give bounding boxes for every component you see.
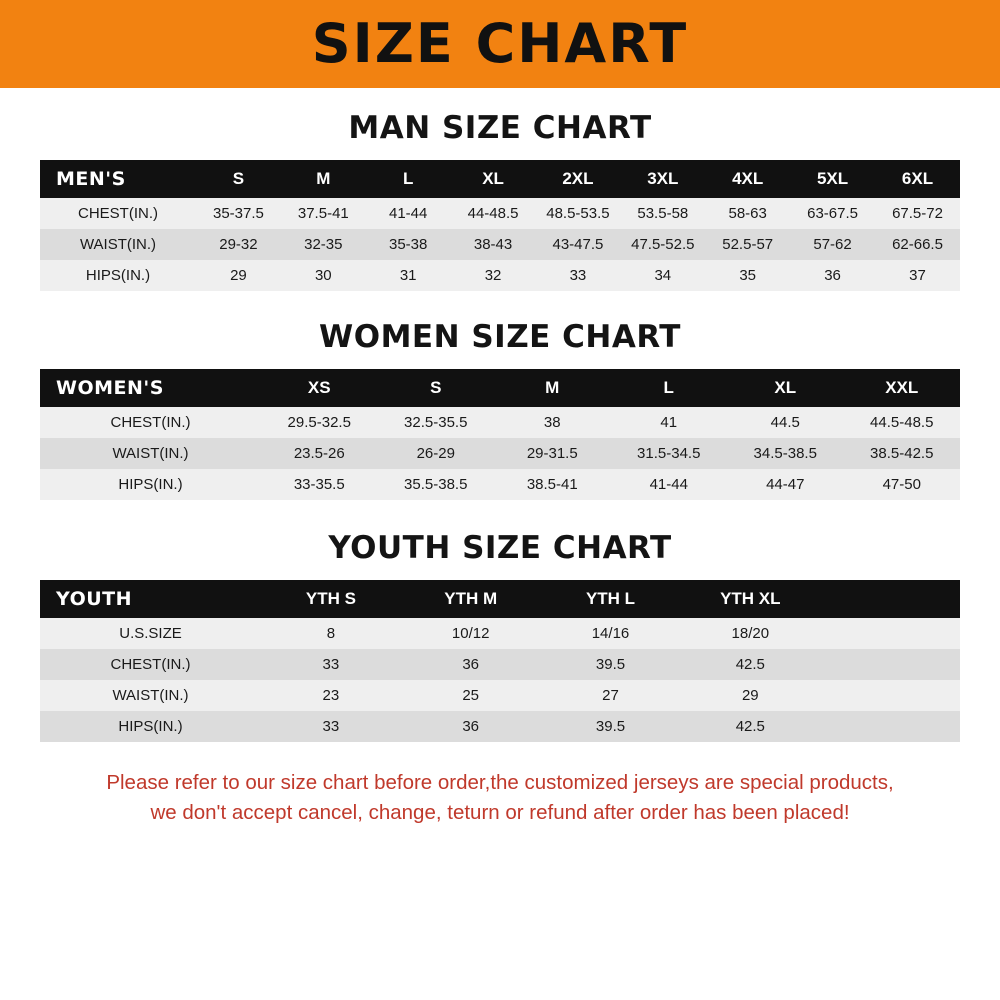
men-cell: 44-48.5 [467, 205, 519, 222]
men-cell: 36 [824, 267, 841, 284]
youth-row-label: CHEST(IN.) [110, 656, 191, 673]
table-row [40, 260, 960, 291]
women-cell: 44-47 [766, 476, 805, 493]
women-cell: 38.5-42.5 [870, 445, 934, 462]
women-size-table [40, 369, 960, 500]
youth-cell-blank [820, 649, 960, 680]
youth-corner-label: YOUTH [56, 588, 133, 610]
men-col-header: S [232, 169, 245, 188]
section-heading-youth: YOUTH SIZE CHART [328, 530, 672, 566]
men-cell: 62-66.5 [892, 236, 943, 253]
youth-cell: 29 [741, 687, 759, 704]
women-cell: 35.5-38.5 [404, 476, 468, 493]
women-cell: 38.5-41 [526, 476, 578, 493]
women-cell: 44.5 [770, 414, 800, 431]
men-col-header: 4XL [732, 169, 764, 188]
men-col-header: 2XL [562, 169, 594, 188]
youth-col-header: YTH M [444, 589, 498, 608]
men-cell: 63-67.5 [807, 205, 858, 222]
women-cell: 34.5-38.5 [753, 445, 817, 462]
men-row-label: HIPS(IN.) [85, 267, 151, 284]
youth-cell: 33 [322, 718, 340, 735]
men-row-label: WAIST(IN.) [79, 236, 157, 253]
men-col-header: M [316, 169, 331, 188]
youth-cell: 25 [462, 687, 480, 704]
men-table-wrap [40, 160, 960, 291]
women-table-head [40, 369, 960, 407]
men-cell: 35 [739, 267, 757, 284]
men-cell: 34 [654, 267, 672, 284]
men-row-label: CHEST(IN.) [78, 205, 158, 222]
men-col-header: XL [482, 169, 504, 188]
men-table-body [40, 198, 960, 291]
women-cell: 33-35.5 [293, 476, 345, 493]
youth-cell: 10/12 [451, 625, 490, 642]
men-cell: 41-44 [389, 205, 428, 222]
men-header-row [40, 160, 960, 198]
youth-cell: 18/20 [731, 625, 770, 642]
header-banner [0, 0, 1000, 88]
men-cell: 57-62 [813, 236, 852, 253]
women-cell: 29-31.5 [526, 445, 578, 462]
youth-table-body [40, 618, 960, 742]
youth-cell: 23 [322, 687, 340, 704]
youth-cell-blank [820, 711, 960, 742]
youth-cell: 27 [602, 687, 619, 704]
women-cell: 38 [543, 414, 561, 431]
youth-size-table [40, 580, 960, 742]
youth-cell-blank [820, 618, 960, 649]
men-cell: 67.5-72 [892, 205, 943, 222]
men-cell: 35-37.5 [213, 205, 264, 222]
table-row [40, 438, 960, 469]
table-row [40, 198, 960, 229]
men-cell: 53.5-58 [637, 205, 689, 222]
footer-note-line-1: Please refer to our size chart before order,the customized jerseys are special products, [106, 771, 894, 794]
women-cell: 32.5-35.5 [404, 414, 468, 431]
women-cell: 41 [660, 414, 678, 431]
youth-row-label: WAIST(IN.) [112, 687, 189, 704]
youth-table-head [40, 580, 960, 618]
women-cell: 26-29 [416, 445, 455, 462]
women-table-wrap [40, 369, 960, 500]
women-cell: 29.5-32.5 [287, 414, 351, 431]
men-corner-label: MEN'S [56, 168, 126, 190]
footer-note [26, 768, 974, 827]
section-heading-women: WOMEN SIZE CHART [319, 319, 681, 355]
youth-row-label: HIPS(IN.) [118, 718, 183, 735]
women-cell: 44.5-48.5 [870, 414, 934, 431]
youth-row-label: U.S.SIZE [119, 625, 182, 642]
youth-cell: 14/16 [591, 625, 630, 642]
women-cell: 23.5-26 [293, 445, 345, 462]
youth-col-header-blank [820, 580, 960, 618]
youth-col-header: YTH L [585, 589, 636, 608]
men-col-header: 6XL [901, 169, 934, 188]
youth-cell: 42.5 [735, 718, 765, 735]
men-cell: 33 [569, 267, 587, 284]
women-row-label: CHEST(IN.) [110, 414, 191, 431]
table-row [40, 229, 960, 260]
men-cell: 52.5-57 [722, 236, 774, 253]
youth-cell: 36 [462, 656, 480, 673]
youth-table-wrap [40, 580, 960, 742]
women-col-header: XS [307, 378, 331, 397]
women-col-header: L [663, 378, 674, 397]
men-cell: 32-35 [304, 236, 343, 253]
men-cell: 38-43 [473, 236, 513, 253]
youth-header-row [40, 580, 960, 618]
youth-cell: 33 [322, 656, 340, 673]
men-cell: 47.5-52.5 [631, 236, 695, 253]
men-cell: 30 [314, 267, 332, 284]
women-row-label: WAIST(IN.) [112, 445, 189, 462]
men-table-head [40, 160, 960, 198]
women-row-label: HIPS(IN.) [118, 476, 183, 493]
women-cell: 31.5-34.5 [637, 445, 701, 462]
table-row [40, 649, 960, 680]
youth-cell: 39.5 [595, 656, 626, 673]
men-cell: 31 [399, 267, 417, 284]
men-col-header: 3XL [647, 169, 679, 188]
section-heading-men: MAN SIZE CHART [348, 110, 652, 146]
table-row [40, 680, 960, 711]
women-col-header: S [430, 378, 442, 397]
men-cell: 58-63 [728, 205, 767, 222]
youth-col-header: YTH S [305, 589, 356, 608]
youth-cell: 36 [462, 718, 480, 735]
youth-cell: 39.5 [595, 718, 626, 735]
women-header-row [40, 369, 960, 407]
men-cell: 29-32 [219, 236, 258, 253]
men-size-table [40, 160, 960, 291]
men-cell: 35-38 [389, 236, 428, 253]
men-cell: 37 [909, 267, 926, 284]
youth-cell-blank [820, 680, 960, 711]
women-cell: 41-44 [649, 476, 688, 493]
men-cell: 48.5-53.5 [546, 205, 610, 222]
men-cell: 29 [230, 267, 247, 284]
women-table-body [40, 407, 960, 500]
men-cell: 43-47.5 [552, 236, 604, 253]
footer-note-line-2: we don't accept cancel, change, teturn or refund after order has been placed! [150, 800, 850, 824]
women-col-header: M [545, 378, 560, 397]
women-col-header: XL [774, 378, 797, 397]
youth-cell: 42.5 [735, 656, 765, 673]
table-row [40, 711, 960, 742]
women-cell: 47-50 [882, 476, 921, 493]
men-cell: 37.5-41 [297, 205, 349, 222]
table-row [40, 469, 960, 500]
page-title: SIZE CHART [311, 12, 689, 75]
men-col-header: 5XL [816, 169, 849, 188]
women-col-header: XXL [885, 378, 919, 397]
women-corner-label: WOMEN'S [56, 377, 164, 399]
men-col-header: L [402, 169, 414, 188]
table-row [40, 618, 960, 649]
youth-cell: 8 [326, 625, 336, 642]
youth-col-header: YTH XL [720, 589, 781, 608]
men-cell: 32 [484, 267, 502, 284]
table-row [40, 407, 960, 438]
